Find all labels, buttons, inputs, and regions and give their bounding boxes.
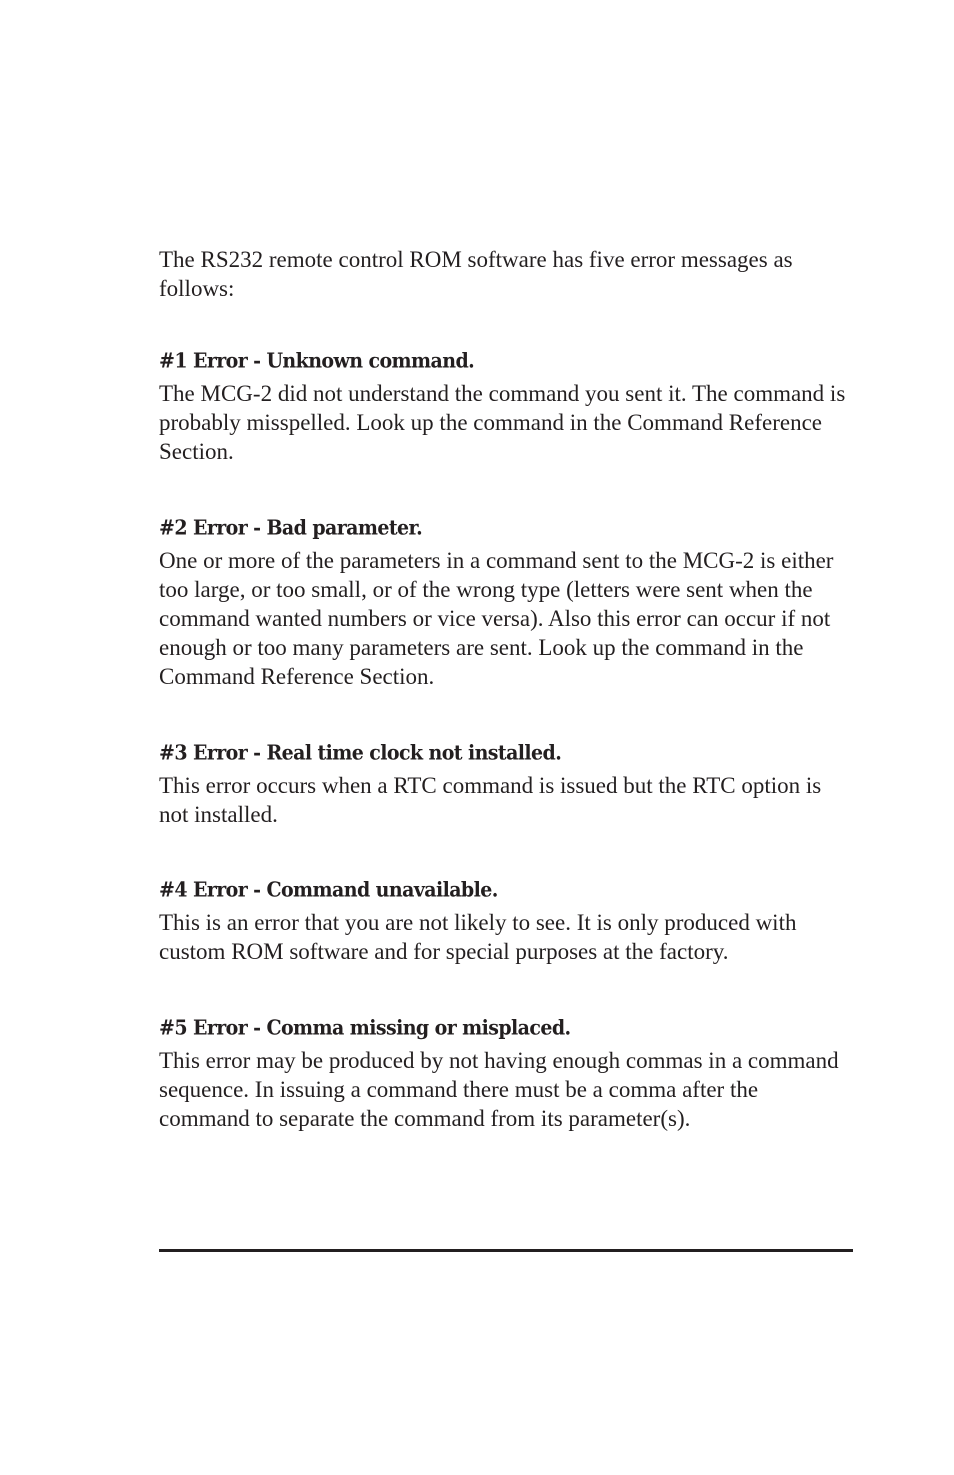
- error-description-4: This is an error that you are not likely to see. It is only produced with custom ROM software and for special purposes at the factory.: [159, 910, 797, 964]
- error-description-3: This error occurs when a RTC command is issued but the RTC option is not installed.: [159, 773, 822, 827]
- error-heading-3: #3 Error - Real time clock not installed.: [159, 741, 562, 765]
- intro-paragraph: The RS232 remote control ROM software has five error messages as follows:: [159, 247, 793, 301]
- error-description-2: One or more of the parameters in a command sent to the MCG-2 is either too large, or too small, or of the wrong type (letters were sent when the command wanted numbers or vice versa). Also this error can occur if not enough or too many parameters are sent. Look up the command in the Command Reference Section.: [159, 548, 834, 689]
- error-heading-2: #2 Error - Bad parameter.: [159, 516, 423, 540]
- error-section-3: [159, 739, 849, 829]
- error-section-5: [159, 1014, 849, 1133]
- error-heading-4: #4 Error - Command unavailable.: [159, 878, 498, 902]
- error-description-1: The MCG-2 did not understand the command you sent it. The command is probably misspelled. Look up the command in the Command Reference Section.: [159, 381, 846, 464]
- error-section-1: [159, 347, 849, 466]
- page-content: [159, 245, 849, 1131]
- error-section-4: [159, 876, 849, 966]
- error-heading-1: #1 Error - Unknown command.: [159, 349, 475, 373]
- error-heading-5: #5 Error - Comma missing or misplaced.: [159, 1016, 571, 1040]
- error-section-2: [159, 514, 849, 691]
- footer-rule: [159, 1249, 853, 1252]
- error-description-5: This error may be produced by not having enough commas in a command sequence. In issuing a command there must be a comma after the command to separate the command from its parameter(s).: [159, 1048, 839, 1131]
